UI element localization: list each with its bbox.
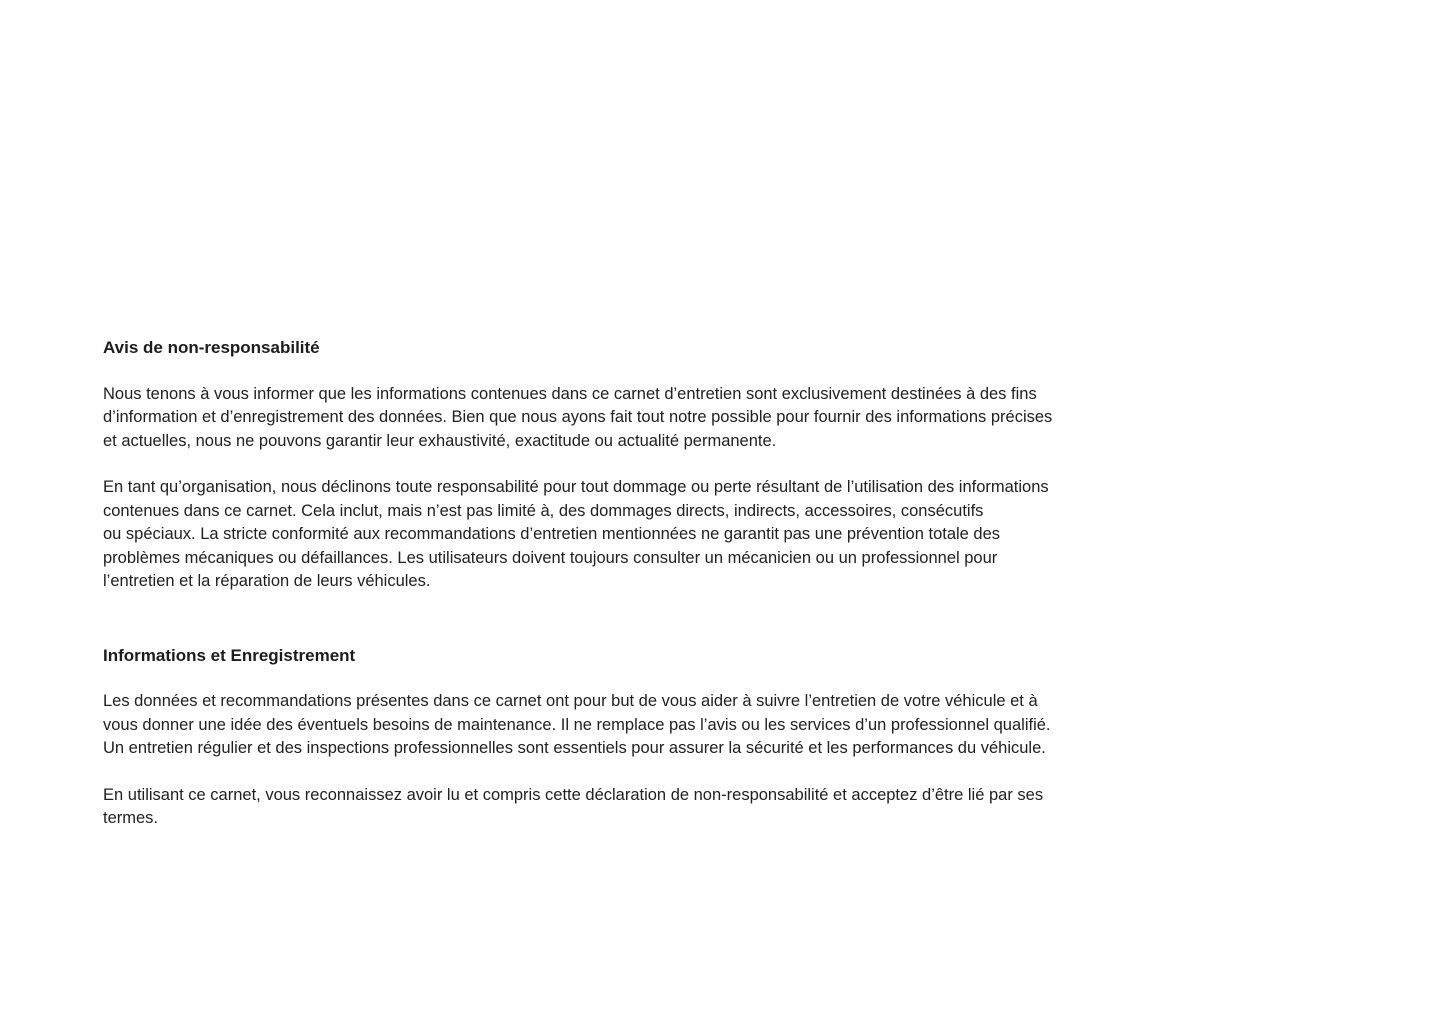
- paragraph: [103, 784, 1263, 831]
- text-line: contenues dans ce carnet. Cela inclut, mais n’est pas limité à, des dommages directs, indirects, accessoires, consécutifs: [103, 501, 984, 520]
- text-line: l’entretien et la réparation de leurs véhicules.: [103, 572, 431, 590]
- text-line: Les données et recommandations présentes dans ce carnet ont pour but de vous aider à suivre l’entretien de votre véhicule et à: [103, 692, 1038, 710]
- text-line: En tant qu’organisation, nous déclinons toute responsabilité pour tout dommage ou perte résultant de l’utilisation des informations: [103, 478, 1049, 496]
- section-heading-disclaimer: Avis de non-responsabilité: [103, 338, 320, 357]
- text-line: vous donner une idée des éventuels besoins de maintenance. Il ne remplace pas l’avis ou les services d’un professionnel qualifié.: [103, 715, 1051, 734]
- text-line: Un entretien régulier et des inspections professionnelles sont essentiels pour assurer la sécurité et les performances du véhicule.: [103, 739, 1046, 757]
- paragraph: [103, 476, 1263, 594]
- text-line: Nous tenons à vous informer que les informations contenues dans ce carnet d’entretien sont exclusivement destinées à des fins: [103, 384, 1037, 403]
- document-page: [103, 336, 1263, 854]
- text-line: d’information et d’enregistrement des données. Bien que nous ayons fait tout notre possible pour fournir des informations précises: [103, 408, 1053, 426]
- section-heading-information: Informations et Enregistrement: [103, 645, 356, 665]
- text-line: et actuelles, nous ne pouvons garantir leur exhaustivité, exactitude ou actualité permanente.: [103, 431, 777, 450]
- text-line: problèmes mécaniques ou défaillances. Les utilisateurs doivent toujours consulter un mécanicien ou un professionnel pour: [103, 548, 998, 567]
- paragraph: [103, 690, 1263, 761]
- text-line: En utilisant ce carnet, vous reconnaissez avoir lu et compris cette déclaration de non-responsabilité et acceptez d’être lié par ses: [103, 785, 1044, 804]
- paragraph: [103, 383, 1263, 454]
- text-line: ou spéciaux. La stricte conformité aux recommandations d’entretien mentionnées ne garantit pas une prévention totale des: [103, 525, 1001, 543]
- text-line: termes.: [103, 809, 159, 827]
